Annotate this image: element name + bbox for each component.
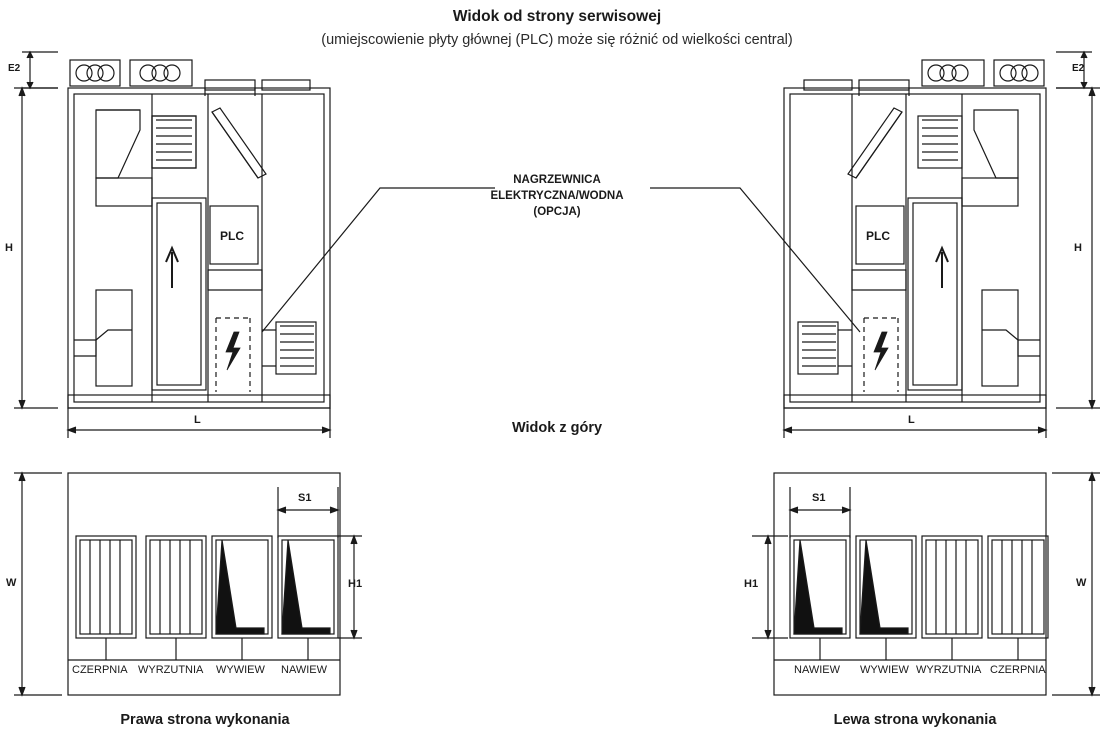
heater-annotation-line2: ELEKTRYCZNA/WODNA <box>490 190 624 202</box>
page-title: Widok od strony serwisowej <box>452 8 662 25</box>
right-port-3: WYRZUTNIA <box>916 664 982 676</box>
left-dim-h1: H1 <box>348 578 363 590</box>
left-port-2: WYRZUTNIA <box>138 664 204 676</box>
right-port-4: CZERPNIA <box>990 664 1046 676</box>
left-dim-w: W <box>6 577 17 589</box>
left-unit-caption: Prawa strona wykonania <box>120 712 290 728</box>
left-dim-h: H <box>5 242 13 254</box>
right-port-1: NAWIEW <box>794 664 841 676</box>
left-plc-label: PLC <box>220 229 244 243</box>
top-view-title: Widok z góry <box>511 420 603 436</box>
heater-annotation <box>457 172 657 220</box>
right-dim-h1: H1 <box>744 578 759 590</box>
right-dim-s1: S1 <box>812 492 826 504</box>
page-subtitle: (umiejscowienie płyty głównej (PLC) może się różnić od wielkości central) <box>321 32 793 48</box>
left-port-4: NAWIEW <box>281 664 328 676</box>
heater-annotation-line1: NAGRZEWNICA <box>513 174 601 186</box>
right-dim-l: L <box>908 414 915 426</box>
right-dim-e2: E2 <box>1072 63 1085 74</box>
left-dim-l: L <box>194 414 201 426</box>
heater-annotation-line3: (OPCJA) <box>533 206 581 218</box>
right-dim-h: H <box>1074 242 1082 254</box>
left-dim-e2: E2 <box>8 63 21 74</box>
left-port-1: CZERPNIA <box>72 664 128 676</box>
left-port-3: WYWIEW <box>216 664 265 676</box>
right-port-2: WYWIEW <box>860 664 909 676</box>
left-dim-s1: S1 <box>298 492 312 504</box>
right-plc-label: PLC <box>866 229 890 243</box>
right-unit-caption: Lewa strona wykonania <box>833 712 997 728</box>
right-dim-w: W <box>1076 577 1087 589</box>
